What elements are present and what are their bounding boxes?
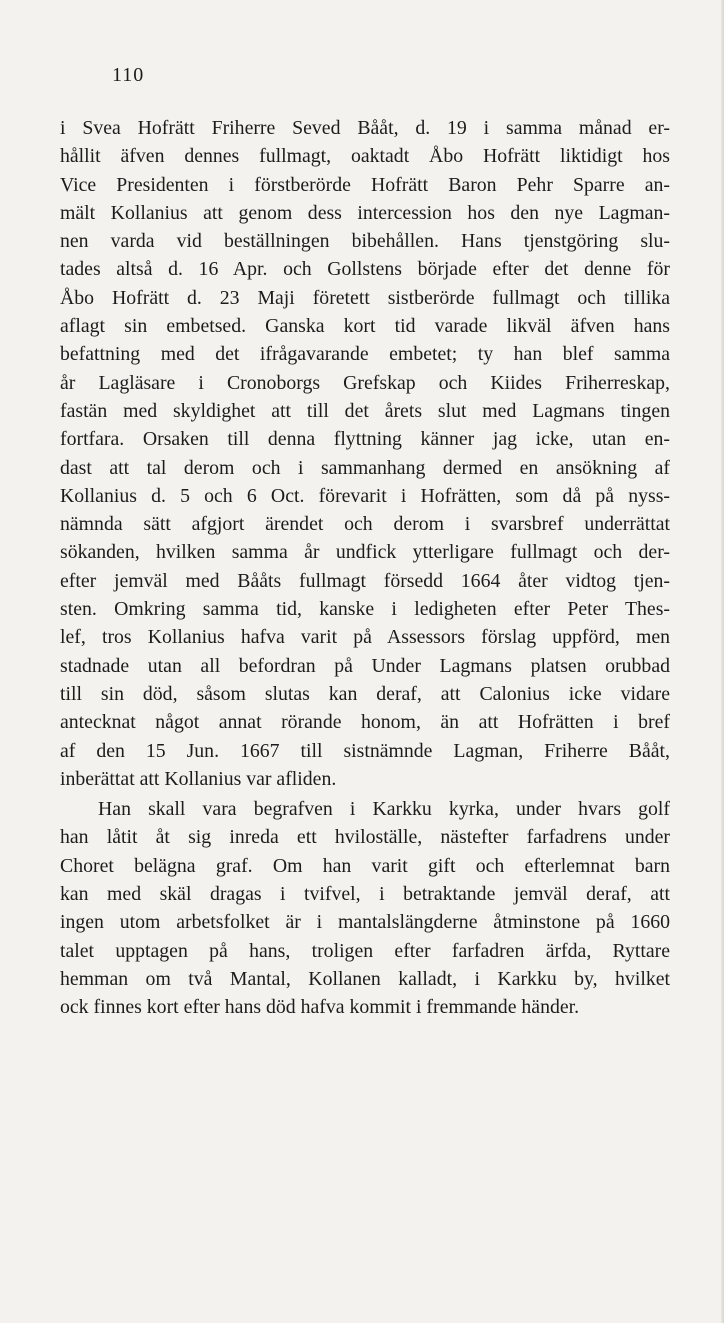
text-line: af den 15 Jun. 1667 till sistnämnde Lagman, Friherre Bååt, <box>60 739 670 762</box>
text-line: ock finnes kort efter hans död hafva kommit i fremmande händer. <box>60 996 580 1019</box>
text-line: sökanden, hvilken samma år undfick ytterligare fullmagt och der- <box>60 541 670 564</box>
text-line: kan med skäl dragas i tvifvel, i betraktande jemväl deraf, att <box>60 883 670 906</box>
text-line: mält Kollanius att genom dess intercession hos den nye Lagman- <box>60 201 670 224</box>
text-line: nämnda sätt afgjort ärendet och derom i svarsbref underrättat <box>60 513 670 536</box>
text-line: fastän med skyldighet att till det årets slut med Lagmans tingen <box>60 399 670 422</box>
text-line: befattning med det ifrågavarande embetet; ty han blef samma <box>60 343 670 366</box>
text-line: till sin död, såsom slutas kan deraf, att Calonius icke vidare <box>60 682 670 705</box>
text-line: aflagt sin embetsed. Ganska kort tid varade likväl äfven hans <box>60 315 670 338</box>
text-line: lef, tros Kollanius hafva varit på Assessors förslag uppförd, men <box>60 626 670 649</box>
text-line: hållit äfven dennes fullmagt, oaktadt Åbo Hofrätt liktidigt hos <box>60 145 670 168</box>
text-line: dast att tal derom och i sammanhang dermed en ansökning af <box>60 456 670 479</box>
paragraph-start-line: Han skall vara begrafven i Karkku kyrka, under hvars golf <box>98 798 670 821</box>
text-line: ingen utom arbetsfolket är i mantalslängderne åtminstone på 1660 <box>60 911 670 934</box>
text-line: tades altså d. 16 Apr. och Gollstens började efter det denne för <box>60 258 670 281</box>
text-line: inberättat att Kollanius var afliden. <box>60 767 337 790</box>
text-line: antecknat något annat rörande honom, än att Hofrätten i bref <box>60 711 670 734</box>
text-line: nen varda vid beställningen bibehållen. Hans tjenstgöring slu- <box>60 230 670 253</box>
text-line: talet upptagen på hans, troligen efter farfadren ärfda, Ryttare <box>60 939 670 962</box>
text-line: fortfara. Orsaken till denna flyttning känner jag icke, utan en- <box>60 428 670 451</box>
text-line: hemman om två Mantal, Kollanen kalladt, i Karkku by, hvilket <box>60 967 670 990</box>
text-line: år Lagläsare i Cronoborgs Grefskap och Kiides Friherreskap, <box>60 371 670 394</box>
text-line: Choret belägna graf. Om han varit gift och efterlemnat barn <box>60 854 670 877</box>
text-line: stadnade utan all befordran på Under Lagmans platsen orubbad <box>60 654 670 677</box>
text-line: efter jemväl med Bååts fullmagt försedd 1664 åter vidtog tjen- <box>60 569 670 592</box>
body-text <box>60 114 670 1022</box>
text-line: i Svea Hofrätt Friherre Seved Bååt, d. 19 i samma månad er- <box>60 117 670 139</box>
page-number: 110 <box>112 64 145 86</box>
text-line: Vice Presidenten i förstberörde Hofrätt Baron Pehr Sparre an- <box>60 173 670 196</box>
text-line: han låtit åt sig inreda ett hviloställe, nästefter farfadrens under <box>60 826 670 849</box>
text-line: sten. Omkring samma tid, kanske i ledigheten efter Peter Thes- <box>60 598 670 621</box>
text-line: Kollanius d. 5 och 6 Oct. förevarit i Hofrätten, som då på nyss- <box>60 484 670 507</box>
text-line: Åbo Hofrätt d. 23 Maji företett sistberörde fullmagt och tillika <box>60 286 670 309</box>
